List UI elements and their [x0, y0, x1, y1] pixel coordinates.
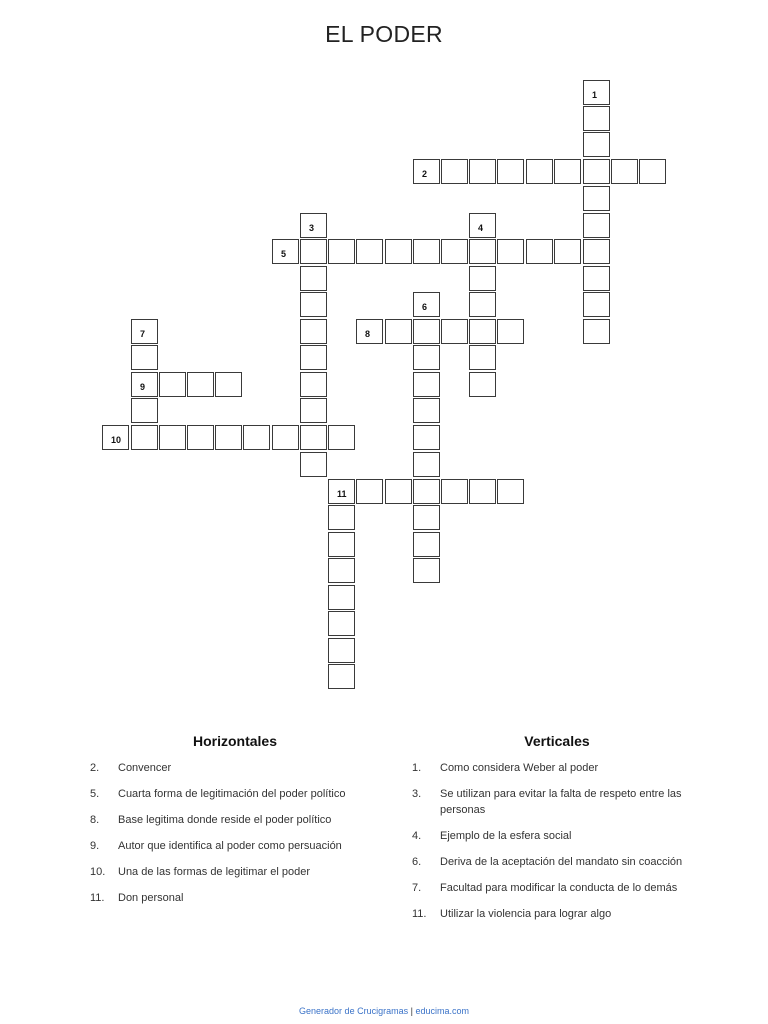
clue-item: [412, 786, 702, 818]
clue-item: [90, 864, 380, 880]
crossword-cell[interactable]: [554, 159, 581, 184]
clue-text: Deriva de la aceptación del mandato sin coacción: [440, 856, 683, 868]
clue-text: Convencer: [118, 762, 172, 774]
crossword-cell[interactable]: [131, 345, 158, 370]
footer-separator: |: [408, 1006, 416, 1016]
crossword-cell[interactable]: [583, 132, 610, 157]
crossword-cell[interactable]: [215, 372, 242, 397]
crossword-cell[interactable]: [328, 638, 355, 663]
crossword-cell[interactable]: [469, 292, 496, 317]
page-title: EL PODER: [325, 21, 443, 47]
crossword-cell[interactable]: [300, 372, 327, 397]
crossword-cell[interactable]: [611, 159, 638, 184]
crossword-cell[interactable]: [328, 558, 355, 583]
crossword-cell[interactable]: [413, 398, 440, 423]
crossword-cell-3[interactable]: [300, 213, 327, 238]
clue-number: 2.: [90, 762, 100, 774]
crossword-cell[interactable]: [159, 425, 186, 450]
clue-number: 6.: [412, 856, 422, 868]
crossword-cell[interactable]: [300, 452, 327, 477]
crossword-cell[interactable]: [413, 372, 440, 397]
cell-number: 9: [140, 382, 146, 392]
crossword-cell[interactable]: [583, 266, 610, 291]
crossword-cell[interactable]: [385, 239, 412, 264]
clue-text: Utilizar la violencia para lograr algo: [440, 908, 612, 920]
crossword-cell[interactable]: [328, 611, 355, 636]
cell-number: 1: [592, 90, 598, 100]
crossword-cell[interactable]: [441, 159, 468, 184]
crossword-cell[interactable]: [469, 239, 496, 264]
crossword-cell[interactable]: [469, 319, 496, 344]
crossword-cell[interactable]: [187, 372, 214, 397]
crossword-cell[interactable]: [413, 319, 440, 344]
clue-text: Don personal: [118, 892, 184, 904]
crossword-cell-2[interactable]: [413, 159, 440, 184]
cell-number: 11: [337, 489, 347, 499]
crossword-cell[interactable]: [300, 266, 327, 291]
crossword-cell-7[interactable]: [131, 319, 158, 344]
crossword-cell-9[interactable]: [131, 372, 158, 397]
clue-text: Autor que identifica al poder como persuación: [118, 840, 342, 852]
crossword-cell[interactable]: [300, 292, 327, 317]
crossword-cell-10[interactable]: [102, 425, 129, 450]
horizontal-heading: Horizontales: [192, 733, 277, 749]
clue-number: 4.: [412, 830, 422, 842]
cell-number: 10: [111, 435, 122, 445]
clue-number: 7.: [412, 882, 422, 894]
crossword-cell[interactable]: [328, 505, 355, 530]
cell-number: 8: [365, 329, 371, 339]
clue-number: 11.: [412, 908, 427, 920]
vertical-clues: [412, 733, 702, 932]
clue-item: [412, 854, 702, 870]
crossword-cell[interactable]: [300, 239, 327, 264]
crossword-cell[interactable]: [497, 319, 524, 344]
clue-text: Una de las formas de legitimar el poder: [118, 866, 310, 878]
crossword-cell[interactable]: [526, 239, 553, 264]
clue-text: Como considera Weber al poder: [440, 762, 599, 774]
horizontal-clues: [90, 733, 380, 916]
crossword-cell[interactable]: [413, 425, 440, 450]
clue-text: Se utilizan para evitar la falta de respeto entre las personas: [440, 788, 682, 816]
cell-number: 2: [422, 169, 428, 179]
crossword-cell[interactable]: [583, 239, 610, 264]
crossword-cell[interactable]: [469, 159, 496, 184]
clue-number: 11.: [90, 892, 105, 904]
crossword-cell[interactable]: [583, 106, 610, 131]
crossword-cell[interactable]: [272, 425, 299, 450]
crossword-cell[interactable]: [385, 319, 412, 344]
clue-item: [90, 890, 380, 906]
crossword-cell[interactable]: [328, 585, 355, 610]
footer: [0, 1006, 768, 1016]
crossword-cell[interactable]: [469, 345, 496, 370]
crossword-cell[interactable]: [300, 398, 327, 423]
crossword-cell[interactable]: [469, 479, 496, 504]
clue-number: 10.: [90, 866, 106, 878]
vertical-heading: Verticales: [524, 733, 590, 749]
crossword-cell[interactable]: [583, 213, 610, 238]
crossword-cell[interactable]: [413, 505, 440, 530]
clue-item: [412, 760, 702, 776]
crossword-cell[interactable]: [526, 159, 553, 184]
clue-item: [90, 760, 380, 776]
crossword-cell[interactable]: [385, 479, 412, 504]
cell-number: 6: [422, 302, 428, 312]
crossword-cell[interactable]: [356, 239, 383, 264]
crossword-cell[interactable]: [583, 292, 610, 317]
clue-item: [412, 906, 702, 922]
crossword-cell[interactable]: [159, 372, 186, 397]
crossword-cell[interactable]: [328, 532, 355, 557]
generator-link[interactable]: Generador de Crucigramas: [299, 1006, 409, 1016]
crossword-cell[interactable]: [187, 425, 214, 450]
clue-number: 8.: [90, 814, 100, 826]
crossword-cell[interactable]: [497, 159, 524, 184]
crossword-cell[interactable]: [243, 425, 270, 450]
crossword-cell-4[interactable]: [469, 213, 496, 238]
crossword-cell[interactable]: [300, 345, 327, 370]
clue-item: [412, 828, 702, 844]
clue-item: [90, 838, 380, 854]
crossword-cell[interactable]: [583, 319, 610, 344]
clue-text: Cuarta forma de legitimación del poder político: [118, 788, 346, 800]
crossword-cell[interactable]: [300, 319, 327, 344]
clue-item: [412, 880, 702, 896]
cell-number: 4: [478, 223, 484, 233]
clue-text: Ejemplo de la esfera social: [440, 830, 572, 842]
clue-item: [90, 786, 380, 802]
crossword-cell-5[interactable]: [272, 239, 299, 264]
crossword-cell[interactable]: [356, 479, 383, 504]
clue-number: 9.: [90, 840, 100, 852]
crossword-cell[interactable]: [413, 479, 440, 504]
crossword-cell-1[interactable]: [583, 80, 610, 105]
clue-number: 3.: [412, 788, 422, 800]
clue-number: 1.: [412, 762, 422, 774]
crossword-cell[interactable]: [413, 532, 440, 557]
site-link[interactable]: educima.com: [415, 1006, 469, 1016]
crossword-cell[interactable]: [469, 372, 496, 397]
crossword-cell[interactable]: [469, 266, 496, 291]
clue-text: Base legitima donde reside el poder político: [118, 814, 332, 826]
crossword-cell[interactable]: [441, 239, 468, 264]
crossword-cell-11[interactable]: [328, 479, 355, 504]
clue-text: Facultad para modificar la conducta de lo demás: [440, 882, 678, 894]
cell-number: 3: [309, 223, 315, 233]
crossword-cell[interactable]: [131, 398, 158, 423]
crossword-cell-8[interactable]: [356, 319, 383, 344]
crossword-cell[interactable]: [413, 239, 440, 264]
crossword-cell[interactable]: [497, 239, 524, 264]
crossword-cell[interactable]: [441, 319, 468, 344]
crossword-cell[interactable]: [639, 159, 666, 184]
crossword-cell[interactable]: [413, 345, 440, 370]
crossword-cell[interactable]: [215, 425, 242, 450]
crossword-cell[interactable]: [131, 425, 158, 450]
crossword-cell[interactable]: [328, 664, 355, 689]
crossword-cell[interactable]: [300, 425, 327, 450]
crossword-cell[interactable]: [554, 239, 581, 264]
crossword-cell[interactable]: [497, 479, 524, 504]
crossword-cell-6[interactable]: [413, 292, 440, 317]
clue-number: 5.: [90, 788, 100, 800]
cell-number: 5: [281, 249, 287, 259]
crossword-cell[interactable]: [413, 558, 440, 583]
crossword-cell[interactable]: [413, 452, 440, 477]
crossword-cell[interactable]: [583, 159, 610, 184]
crossword-cell[interactable]: [328, 425, 355, 450]
cell-number: 7: [140, 329, 146, 339]
clue-item: [90, 812, 380, 828]
crossword-cell[interactable]: [441, 479, 468, 504]
crossword-cell[interactable]: [583, 186, 610, 211]
crossword-cell[interactable]: [328, 239, 355, 264]
